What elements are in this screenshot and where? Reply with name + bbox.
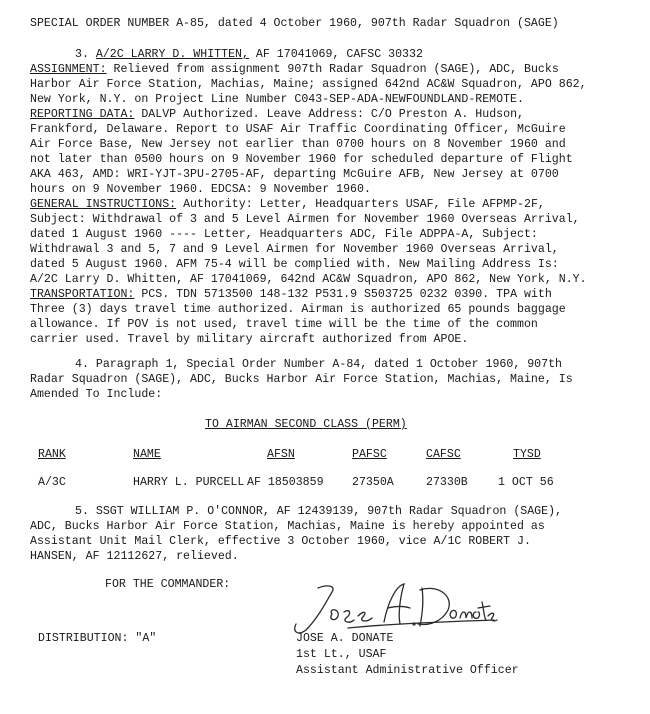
- table-cell-rank: A/3C: [38, 476, 66, 489]
- para5-line-4: HANSEN, AF 12112627, relieved.: [30, 550, 239, 563]
- para3-heading: [75, 48, 423, 63]
- transport-line-2: Three (3) days travel time authorized. Airman is authorized 65 pounds baggage: [30, 303, 566, 316]
- table-cell-name: HARRY L. PURCELL: [133, 476, 245, 489]
- table-cell-afsn: AF 18503859: [247, 476, 324, 489]
- general-line-1: [30, 198, 545, 213]
- reporting-line-2: Frankford, Delaware. Report to USAF Air Traffic Coordinating Officer, McGuire: [30, 123, 566, 136]
- for-the-commander: FOR THE COMMANDER:: [105, 578, 231, 591]
- column-header-rank: RANK: [38, 448, 66, 461]
- general-line-6: A/2C Larry D. Whitten, AF 17041069, 642nd AC&W Squadron, APO 862, New York, N.Y.: [30, 273, 587, 286]
- reporting-label: REPORTING DATA:: [30, 108, 135, 121]
- column-header-cafsc: CAFSC: [426, 448, 461, 461]
- reporting-line-1: [30, 108, 524, 123]
- transport-text-1: PCS. TDN 5713500 148-132 P531.9 S503725 0232 0390. TPA with: [141, 288, 552, 301]
- handwritten-signature: [288, 578, 498, 638]
- table-cell-pafsc: 27350A: [352, 476, 394, 489]
- transport-line-3: allowance. If POV is not used, travel time will be the time of the common: [30, 318, 538, 331]
- para3-airman-name: A/2C LARRY D. WHITTEN,: [95, 48, 249, 61]
- para5-line-2: ADC, Bucks Harbor Air Force Station, Machias, Maine is hereby appointed as: [30, 520, 545, 533]
- para4-line-3: Amended To Include:: [30, 388, 163, 401]
- distribution-line: DISTRIBUTION: "A": [38, 632, 157, 645]
- para4-line-1: 4. Paragraph 1, Special Order Number A-84, dated 1 October 1960, 907th: [75, 358, 563, 371]
- table-cell-tysd: 1 OCT 56: [498, 476, 554, 489]
- reporting-line-3: Air Force Base, New Jersey not earlier than 0700 hours on 8 November 1960 and: [30, 138, 566, 151]
- column-header-name: NAME: [133, 448, 161, 461]
- reporting-line-6: hours on 9 November 1960. EDCSA: 9 November 1960.: [30, 183, 371, 196]
- para4-line-2: Radar Squadron (SAGE), ADC, Bucks Harbor Air Force Station, Machias, Maine, Is: [30, 373, 573, 386]
- general-line-3: dated 1 August 1960 ---- Letter, Headquarters ADC, File ADPPA-A, Subject:: [30, 228, 538, 241]
- reporting-text-1: DALVP Authorized. Leave Address: C/O Preston A. Hudson,: [141, 108, 524, 121]
- general-text-1: Authority: Letter, Headquarters USAF, File AFPMP-2F,: [183, 198, 545, 211]
- column-header-tysd: TYSD: [513, 448, 541, 461]
- promotion-heading: TO AIRMAN SECOND CLASS (PERM): [205, 418, 407, 431]
- reporting-line-5: AKA 463, AMD: WRI-YJT-3PU-2705-AF, departing McGuire AFB, New Jersey at 0700: [30, 168, 559, 181]
- para5-line-1: 5. SSGT WILLIAM P. O'CONNOR, AF 12439139, 907th Radar Squadron (SAGE),: [75, 505, 563, 518]
- signer-name: JOSE A. DONATE: [296, 632, 394, 645]
- assignment-text-1: Relieved from assignment 907th Radar Squadron (SAGE), ADC, Bucks: [113, 63, 559, 76]
- signer-title: Assistant Administrative Officer: [296, 664, 519, 677]
- table-cell-cafsc: 27330B: [426, 476, 468, 489]
- general-line-2: Subject: Withdrawal of 3 and 5 Level Airmen for November 1960 Overseas Arrival,: [30, 213, 580, 226]
- assignment-label: ASSIGNMENT:: [30, 63, 107, 76]
- transport-line-4: carrier used. Travel by military aircraft authorized from APOE.: [30, 333, 469, 346]
- para3-airman-details: AF 17041069, CAFSC 30332: [255, 48, 423, 61]
- assignment-line-1: [30, 63, 559, 78]
- para5-line-3: Assistant Unit Mail Clerk, effective 3 October 1960, vice A/1C ROBERT J.: [30, 535, 531, 548]
- general-label: GENERAL INSTRUCTIONS:: [30, 198, 177, 211]
- signer-rank: 1st Lt., USAF: [296, 648, 387, 661]
- column-header-afsn: AFSN: [267, 448, 295, 461]
- para3-number: 3.: [75, 48, 89, 61]
- document-title: SPECIAL ORDER NUMBER A-85, dated 4 October 1960, 907th Radar Squadron (SAGE): [30, 17, 559, 30]
- transport-label: TRANSPORTATION:: [30, 288, 135, 301]
- general-line-4: Withdrawal 3 and 5, 7 and 9 Level Airmen for November 1960 Overseas Arrival,: [30, 243, 559, 256]
- assignment-line-2: Harbor Air Force Station, Machias, Maine; assigned 642nd AC&W Squadron, APO 862,: [30, 78, 587, 91]
- transport-line-1: [30, 288, 552, 303]
- general-line-5: dated 5 August 1960. AFM 75-4 will be complied with. New Mailing Address Is:: [30, 258, 559, 271]
- reporting-line-4: not later than 0500 hours on 9 November 1960 for scheduled departure of Flight: [30, 153, 573, 166]
- assignment-line-3: New York, N.Y. on Project Line Number C043-SEP-ADA-NEWFOUNDLAND-REMOTE.: [30, 93, 524, 106]
- column-header-pafsc: PAFSC: [352, 448, 387, 461]
